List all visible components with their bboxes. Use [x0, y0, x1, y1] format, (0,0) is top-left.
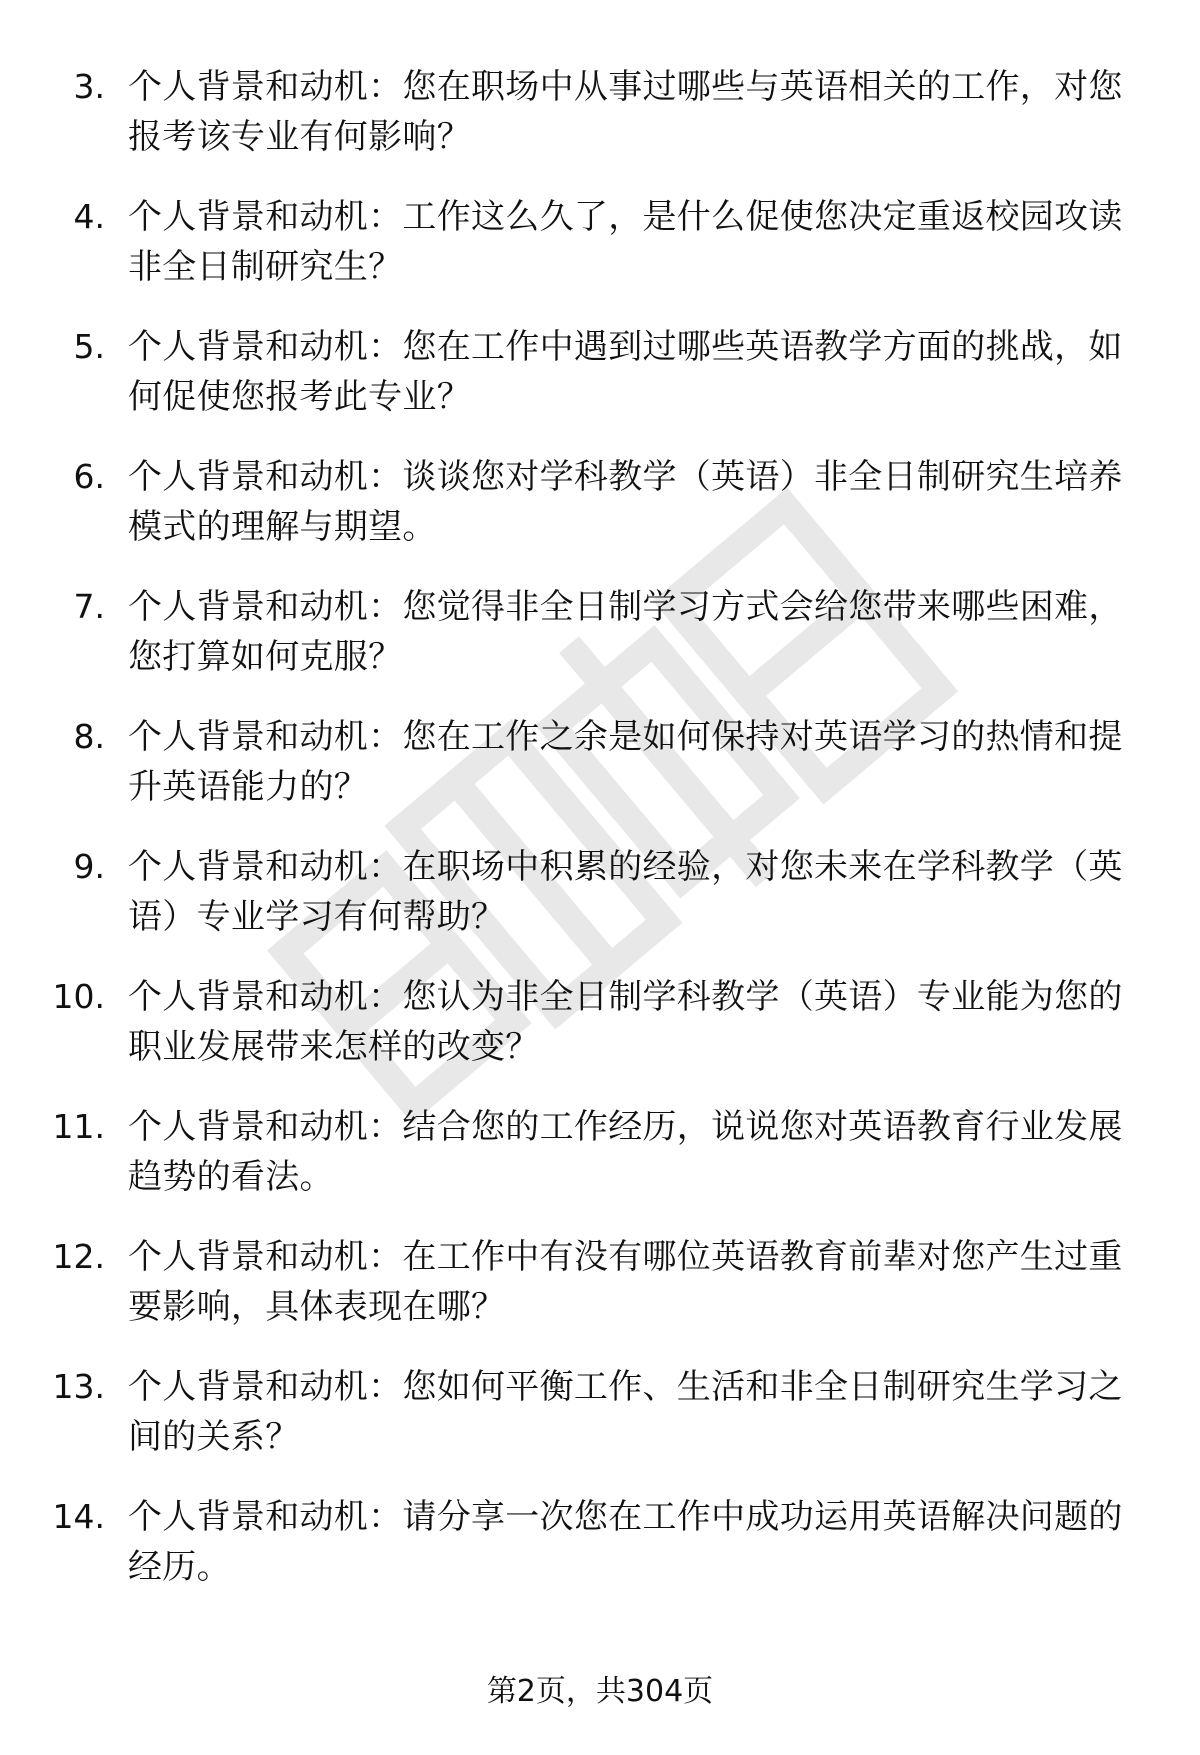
question-number: 7.	[73, 587, 105, 626]
question-number: 4.	[73, 197, 105, 236]
question-item	[0, 842, 1200, 972]
question-text: 个人背景和动机：您在工作之余是如何保持对英语学习的热情和提升英语能力的？	[128, 717, 1123, 807]
question-item	[0, 712, 1200, 842]
question-text: 个人背景和动机：您认为非全日制学科教学（英语）专业能为您的职业发展带来怎样的改变？	[128, 977, 1123, 1067]
question-item	[0, 322, 1200, 452]
question-item	[0, 62, 1200, 192]
question-number: 14.	[52, 1497, 105, 1536]
question-text: 个人背景和动机：谈谈您对学科教学（英语）非全日制研究生培养模式的理解与期望。	[128, 457, 1123, 547]
question-number: 11.	[52, 1107, 105, 1146]
question-number: 13.	[52, 1367, 105, 1406]
question-text: 个人背景和动机：您在职场中从事过哪些与英语相关的工作，对您报考该专业有何影响？	[128, 67, 1123, 157]
question-item	[0, 1492, 1200, 1622]
question-number: 5.	[73, 327, 105, 366]
question-number: 6.	[73, 457, 105, 496]
question-text: 个人背景和动机：在工作中有没有哪位英语教育前辈对您产生过重要影响，具体表现在哪？	[128, 1237, 1123, 1327]
question-number: 3.	[73, 67, 105, 106]
question-text: 个人背景和动机：您觉得非全日制学习方式会给您带来哪些困难，您打算如何克服？	[128, 587, 1123, 677]
question-text: 个人背景和动机：结合您的工作经历，说说您对英语教育行业发展趋势的看法。	[128, 1107, 1123, 1197]
question-number: 9.	[73, 847, 105, 886]
question-item	[0, 972, 1200, 1102]
question-number: 12.	[52, 1237, 105, 1276]
question-item	[0, 1232, 1200, 1362]
question-text: 个人背景和动机：工作这么久了，是什么促使您决定重返校园攻读非全日制研究生？	[128, 197, 1123, 287]
question-number: 10.	[52, 977, 105, 1016]
page-number-footer: 第2页，共304页	[486, 1674, 714, 1709]
question-item	[0, 452, 1200, 582]
question-text: 个人背景和动机：您如何平衡工作、生活和非全日制研究生学习之间的关系？	[128, 1367, 1123, 1457]
question-text: 个人背景和动机：您在工作中遇到过哪些英语教学方面的挑战，如何促使您报考此专业？	[128, 327, 1123, 417]
question-text: 个人背景和动机：在职场中积累的经验，对您未来在学科教学（英语）专业学习有何帮助？	[128, 847, 1123, 937]
question-item	[0, 582, 1200, 712]
question-list	[0, 62, 1200, 1622]
question-item	[0, 192, 1200, 322]
question-text: 个人背景和动机：请分享一次您在工作中成功运用英语解决问题的经历。	[128, 1497, 1123, 1587]
question-number: 8.	[73, 717, 105, 756]
question-item	[0, 1102, 1200, 1232]
question-item	[0, 1362, 1200, 1492]
